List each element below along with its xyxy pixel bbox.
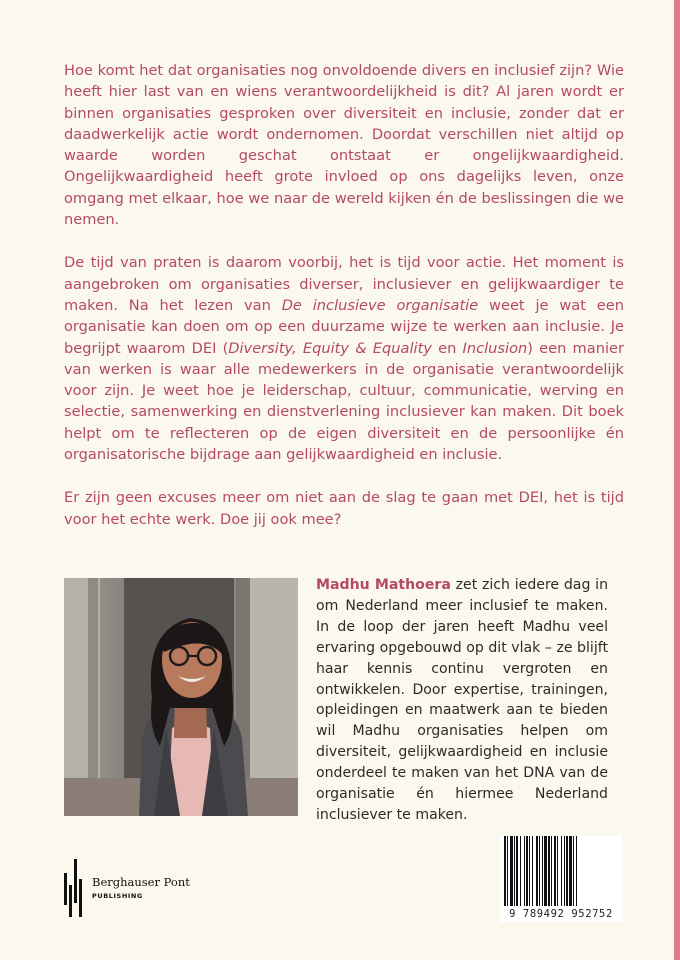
barcode-bar [544, 836, 547, 906]
blurb-paragraph-2 [64, 252, 624, 465]
barcode-bar [561, 836, 562, 906]
barcode-bar [504, 836, 506, 906]
barcode-bar [551, 836, 552, 906]
publisher-name: Berghauser Pont [92, 875, 190, 889]
publisher-mark-icon [64, 859, 86, 917]
barcode-bar [542, 836, 543, 906]
blurb-paragraph-1: Hoe komt het dat organisaties nog onvoldoende divers en inclusief zijn? Wie heeft hier last van en wiens verantwoordelijkheid is dit? Al jaren wordt er binnen organisaties gesproken over diversiteit en inclusie, zonder dat er daadwerkelijk actie wordt ondernomen. Doordat verschillen niet altijd op waarde worden geschat ontstaat er ongelijkwaardigheid. Ongelijkwaardigheid heeft grote invloed op ons dagelijks leven, onze omgang met elkaar, hoe we naar de wereld kijken én de beslissingen die we nemen. [64, 62, 624, 229]
barcode-bar [536, 836, 538, 906]
barcode-bar [573, 836, 574, 906]
dei-term: Diversity, Equity & Equality [228, 339, 432, 357]
barcode-bar [529, 836, 530, 906]
author-photo [64, 578, 298, 816]
barcode-bar [566, 836, 568, 906]
author-name: Madhu Mathoera [316, 577, 451, 593]
author-bio [316, 575, 608, 826]
barcode-bar [514, 836, 515, 906]
barcode-bar [539, 836, 540, 906]
barcode-bars [500, 836, 622, 908]
barcode-bar [557, 836, 558, 906]
blurb-paragraph-3: Er zijn geen excuses meer om niet aan de slag te gaan met DEI, het is tijd voor het echte werk. Doe jij ook mee? [64, 489, 624, 528]
barcode-bar [548, 836, 550, 906]
back-cover-blurb [64, 60, 624, 552]
barcode-bar [516, 836, 518, 906]
barcode-bar [507, 836, 508, 906]
barcode-bar [532, 836, 533, 906]
publisher-subtitle: PUBLISHING [92, 892, 143, 900]
isbn-number: 9 789492 952752 [509, 908, 613, 920]
barcode-bar [564, 836, 565, 906]
barcode-bar [524, 836, 525, 906]
author-bio-text: zet zich iedere dag in om Nederland meer inclusief te maken. In de loop der jaren heeft Madhu veel ervaring opgebouwd op dit vlak – ze blijft haar kennis continu vergroten en ontwikkelen. Door expertise, trainingen, opleidingen en maatwerk aan te bieden wil Madhu organisaties helpen om diversiteit, gelijkwaardigheid en inclusie onderdeel te maken van het DNA van de organisatie én hiermee Nederland inclusiever te maken. [316, 577, 608, 823]
barcode-bar [520, 836, 521, 906]
inclusion-term: Inclusion [462, 339, 528, 357]
blurb-text: ) een manier van werken is waar alle medewerkers in de organisatie verantwoordelijk voor zijn. Je weet hoe je leiderschap, cultuur, communicatie, werving en selectie, samenwerking en dienstverlening inclusiever kan maken. Dit boek helpt om te reflecteren op de eigen diversiteit en de persoonlijke én organisatorische bijdrage aan gelijkwaardigheid en inclusie. [64, 339, 624, 464]
barcode-bar [576, 836, 577, 906]
publisher-logo [64, 858, 244, 918]
blurb-text: De tijd van praten is daarom voorbij, het is tijd voor actie. Het moment is aangebroken om organisaties diverser, inclusiever en gelijkwaardiger te maken. Na het lezen van [64, 254, 624, 314]
barcode [500, 836, 622, 922]
blurb-text: weet je wat een organisatie kan doen om op een duurzame wijze te werken aan inclusie. Je begrijpt waarom DEI ( [64, 296, 624, 357]
barcode-bar [510, 836, 513, 906]
book-title: De inclusieve organisatie [281, 296, 479, 314]
barcode-bar [526, 836, 528, 906]
spine-stripe [674, 0, 680, 960]
barcode-bar [554, 836, 556, 906]
barcode-bar [569, 836, 572, 906]
blurb-text: en [431, 339, 463, 357]
